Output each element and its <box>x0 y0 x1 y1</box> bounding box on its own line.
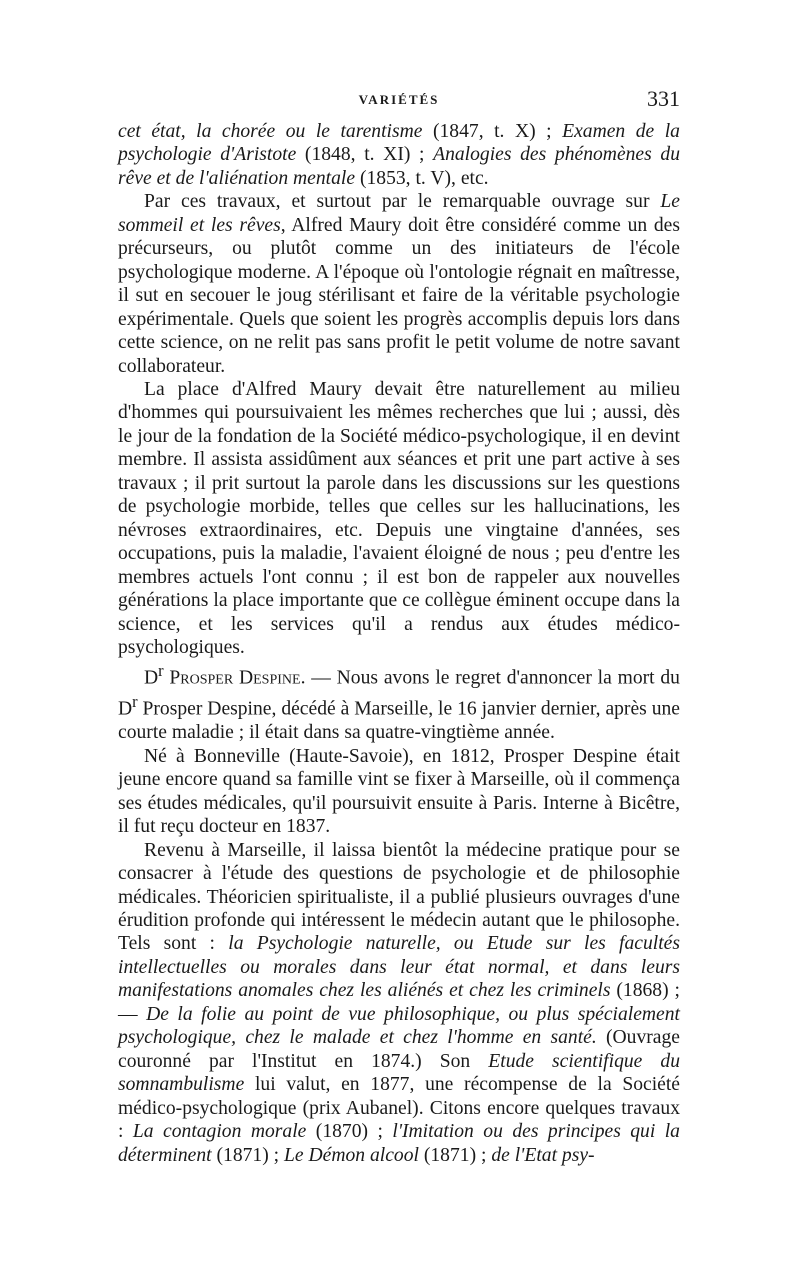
superscript: r <box>158 661 164 681</box>
text-run: lui valut, en 1877, une récompense de la Société médico-psychologique (prix Aubanel). Citons encore quelques travaux : <box>118 1074 680 1143</box>
text-run: (1870) ; <box>306 1121 393 1143</box>
paragraph-3: La place d'Alfred Maury devait être naturellement au milieu d'hommes qui poursuivaient les mêmes recherches que lui ; aussi, dès le jour de la fondation de la Société médico-psychologique, il en devint membre. Il assista assidûment aux séances et prit une part active à ses travaux ; il prit surtout la parole dans les discussions sur les questions de psychologie morbide, telles que celles sur les hallucinations, les névroses extraordinaires, etc. Depuis une vingtaine d'années, ses occupations, puis la maladie, l'avaient éloigné de nous ; peu d'entre les membres actuels l'ont connu ; il est bon de rappeler aux nouvelles générations la place importante que ce collègue éminent occupe dans la science, et les services qu'il a rendus aux études médico-psychologiques. <box>118 378 680 658</box>
text-run: (1871) ; <box>211 1144 284 1166</box>
text-run: Prosper Despine, décédé à Marseille, le 16 janvier dernier, après une courte maladie ; il était dans sa quatre-vingtième année. <box>118 698 680 744</box>
page-number: 331 <box>647 86 680 111</box>
italic-title: la Psychologie naturelle, ou Etude sur les facultés intellectuelles ou morales dans leur état normal, et dans leurs manifestations anomales chez les aliénés et chez les criminels <box>118 933 680 1002</box>
page-header <box>118 86 680 120</box>
paragraph-1 <box>118 120 680 190</box>
italic-title: de l'Etat psy- <box>491 1144 595 1166</box>
text-run: (1847, t. X) ; <box>422 121 563 142</box>
italic-title: La contagion morale <box>132 1121 307 1143</box>
text-run: (1853, t. V), etc. <box>355 167 489 189</box>
text-run: (1848, t. XI) ; <box>296 144 434 166</box>
book-page <box>118 86 680 1167</box>
italic-title: Le sommeil et les rêves <box>118 191 680 236</box>
text-run: — Nous avons le regret d'annoncer la mort du D <box>118 667 680 720</box>
italic-title: Etude scientifique du somnambulisme <box>118 1050 680 1096</box>
italic-title: De la folie au point de vue philosophique, ou plus spécialement psychologique, chez le malade et chez l'homme en santé. <box>118 1003 680 1049</box>
text-run: (Ouvrage couronné par l'Institut en 1874.) Son <box>118 1027 680 1072</box>
paragraph-2 <box>118 190 680 378</box>
text-run: Revenu à Marseille, il laissa bientôt la médecine pratique pour se consacrer à l'étude des questions de psychologie et de philosophie médicales. Théoricien spiritualiste, il a publié plusieurs ouvrages d'une érudition profonde qui intéressent le médecin autant que le philosophe. Tels sont : <box>118 839 680 955</box>
paragraph-4 <box>118 659 680 744</box>
text-run: , Alfred Maury doit être considéré comme un des précurseurs, ou plutôt comme un des initiateurs de l'école psychologique moderne. A l'époque où l'ontologie régnait en maîtresse, il sut en secouer le joug stérilisant et faire de la véritable psychologie expérimentale. Quels que soient les progrès accomplis depuis lors dans cette science, on ne relit pas sans profit le petit volume de notre savant collaborateur. <box>118 214 681 377</box>
text-run: Par ces travaux, et surtout par le remarquable ouvrage sur <box>144 191 661 213</box>
italic-title: l'Imitation ou des principes qui la déterminent <box>118 1121 680 1166</box>
italic-title: cet état, la chorée ou le tarentisme <box>118 121 423 142</box>
superscript: r <box>132 692 138 712</box>
text-run: (1871) ; <box>418 1144 492 1166</box>
running-head: VARIÉTÉS <box>358 92 440 107</box>
text-run: D <box>144 667 159 689</box>
paragraph-6 <box>118 839 680 1167</box>
body-text <box>118 120 680 1167</box>
paragraph-5: Né à Bonneville (Haute-Savoie), en 1812, Prosper Despine était jeune encore quand sa famille vint se fixer à Marseille, où il commença ses études médicales, qu'il poursuivit ensuite à Paris. Interne à Bicêtre, il fut reçu docteur en 1837. <box>118 745 680 838</box>
italic-title: Examen de la psychologie d'Aristote <box>118 121 680 166</box>
obituary-name: Prosper Despine. <box>163 667 306 689</box>
text-run: (1868) ; — <box>118 980 680 1025</box>
italic-title: Analogies des phénomènes du rêve et de l'aliénation mentale <box>118 144 680 189</box>
italic-title: Le Démon alcool <box>283 1144 419 1166</box>
